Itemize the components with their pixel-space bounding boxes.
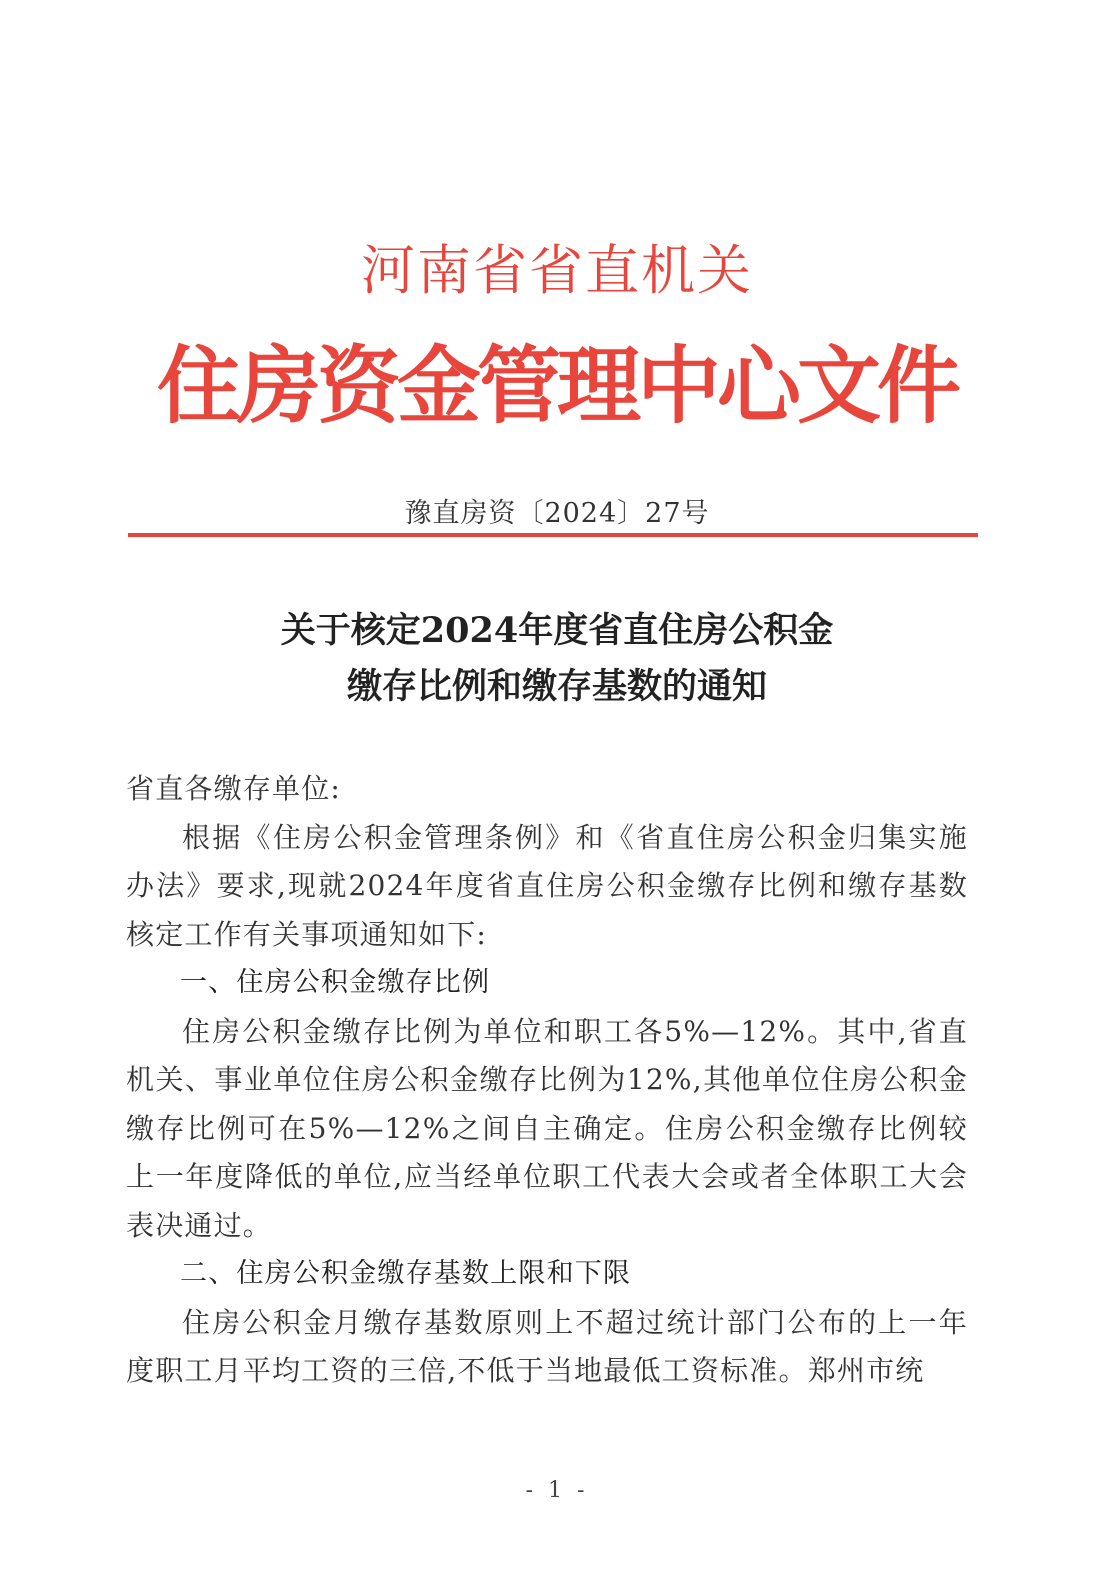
section1-paragraph: 住房公积金缴存比例为单位和职工各5%—12%。其中,省直机关、事业单位住房公积金缴存比例为12%,其他单位住房公积金缴存比例可在5%—12%之间自主确定。住房公积金缴存比例较上一年度降低的单位,应当经单位职工代表大会或者全体职工大会表决通过。 [126, 1014, 968, 1242]
issuer-name-line2: 住房资金管理中心文件 [156, 337, 957, 435]
section2-heading: 二、住房公积金缴存基数上限和下限 [180, 1258, 632, 1289]
page-number: - 1 - [525, 1478, 589, 1503]
red-divider-line [128, 533, 978, 537]
intro-paragraph: 根据《住房公积金管理条例》和《省直住房公积金归集实施办法》要求,现就2024年度省直住房公积金缴存比例和缴存基数核定工作有关事项通知如下: [126, 820, 968, 951]
document-body [126, 765, 968, 1396]
section1-heading: 一、住房公积金缴存比例 [180, 967, 491, 998]
title-line1: 关于核定2024年度省直住房公积金 [280, 610, 834, 651]
document-title [0, 603, 1114, 715]
document-number: 豫直房资〔2024〕27号 [404, 498, 710, 529]
section2-paragraph: 住房公积金月缴存基数原则上不超过统计部门公布的上一年度职工月平均工资的三倍,不低于当地最低工资标准。郑州市统 [126, 1305, 968, 1387]
title-line2: 缴存比例和缴存基数的通知 [346, 666, 767, 707]
salutation: 省直各缴存单位: [126, 772, 342, 805]
issuer-name-line1: 河南省省直机关 [361, 239, 753, 302]
